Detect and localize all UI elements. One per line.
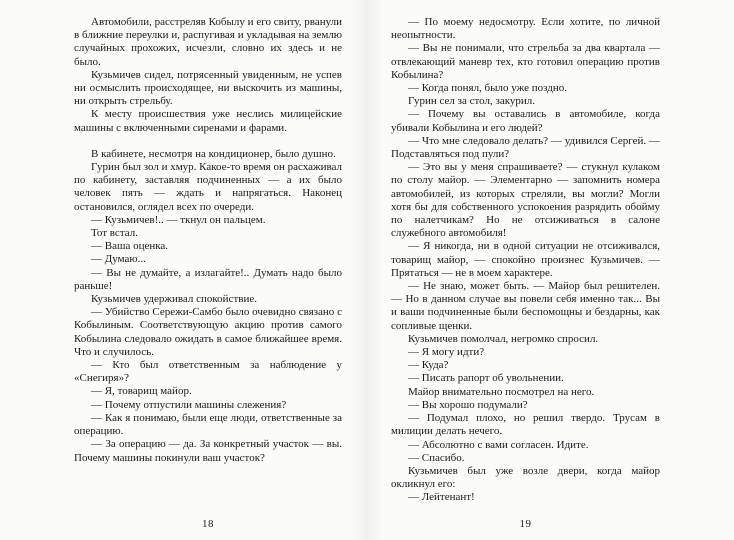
page-left-text (74, 16, 342, 512)
paragraph: — Я могу идти? (408, 346, 485, 359)
paragraph: Кузьмичев сидел, потрясенный увиденным, не успев ни осмыслить происходящее, ни выскочить из машины, ни открыть стрельбу. (74, 68, 342, 108)
paragraph: В кабинете, несмотря на кондиционер, было душно. (91, 147, 336, 160)
paragraph: Гурин был зол и хмур. Какое-то время он расхаживал по кабинету, заставляя подчиненных — а их было человек пять — ждать и напрягаться. Наконец остановился, оглядел всех по очереди. (74, 161, 342, 213)
paragraph: — Как я понимаю, были еще люди, ответственные за операцию. (74, 411, 342, 438)
paragraph: — Я никогда, ни в одной ситуации не отсиживался, товарищ майор, — спокойно произнес Кузьмичев. — Прятаться — не в моем характере. (391, 240, 660, 279)
paragraph: — Вы не понимали, что стрельба за два квартала — отвлекающий маневр тех, кто готовил операцию против Кобылина? (391, 42, 660, 81)
paragraph: — Подумал плохо, но решил твердо. Трусам в милиции делать нечего. (391, 412, 660, 438)
paragraph: — Вы не думайте, а излагайте!.. Думать надо было раньше! (74, 266, 342, 292)
paragraph: — Вы хорошо подумали? (408, 398, 528, 411)
paragraph: Автомобили, расстреляв Кобылу и его свиту, рванули в ближние переулки и, распугивая и укладывая на землю случайных прохожих, исчезли, словно их здесь и не было. (74, 16, 342, 68)
paragraph: — Почему вы оставались в автомобиле, когда убивали Кобылина и его людей? (391, 108, 660, 134)
paragraph: — Почему отпустили машины слежения? (91, 398, 287, 411)
paragraph: — Лейтенант! (408, 491, 475, 504)
paragraph: — По моему недосмотру. Если хотите, по личной неопытности. (391, 16, 660, 42)
paragraph: — Когда понял, было уже поздно. (408, 82, 567, 95)
paragraph: — Не знаю, может быть. — Майор был решителен. — Но в данном случае вы повели себя именно так... Вы и ваши подчиненные были беспомощны и бездарны, как сопливые щенки. (391, 280, 660, 332)
paragraph: Гурин сел за стол, закурил. (408, 95, 536, 108)
page-number-right: 19 (519, 518, 532, 530)
paragraph: — Куда? (408, 359, 449, 372)
paragraph: — Кто был ответственным за наблюдение у «Снегиря»? (74, 359, 342, 385)
paragraph: Кузьмичев был уже возле двери, когда майор окликнул его: (391, 464, 660, 491)
paragraph: — Ваша оценка. (91, 240, 169, 253)
page-right (367, 0, 734, 540)
paragraph: Кузьмичев удерживал спокойствие. (91, 293, 257, 306)
paragraph: — Спасибо. (408, 451, 465, 464)
paragraph: Кузьмичев помолчал, негромко спросил. (408, 332, 599, 345)
paragraph: Тот встал. (91, 227, 138, 240)
paragraph: — Я, товарищ майор. (91, 385, 192, 398)
paragraph: К месту происшествия уже неслись милицейские машины с включенными сиренами и фарами. (74, 108, 342, 134)
paragraph: — Кузьмичев!.. — ткнул он пальцем. (91, 213, 266, 226)
paragraph: — Убийство Сережи-Самбо было очевидно связано с Кобылиным. Соответствующую акцию против самого Кобылина следовало ожидать в самое ближайшее время. Что и случилось. (74, 306, 342, 358)
page-number-left: 18 (202, 518, 214, 530)
paragraph: — Это вы у меня спрашиваете? — стукнул кулаком по столу майор. — Элементарно — запомнить номера автомобилей, из которых стреляли, вы могли? Могли хотя бы для собственного успокоения разрядить обойму по налетчикам? Но не отсиживаться в салоне служебного автомобиля! (391, 161, 660, 240)
paragraph: — Абсолютно с вами согласен. Идите. (408, 438, 589, 451)
paragraph: — За операцию — да. За конкретный участок — вы. Почему машины покинули ваш участок? (74, 438, 342, 464)
paragraph: — Что мне следовало делать? — удивился Сергей. — Подставляться под пули? (391, 134, 660, 161)
paragraph: — Думаю... (91, 253, 146, 266)
page-right-text (391, 16, 660, 512)
paragraph: — Писать рапорт об увольнении. (408, 372, 564, 385)
paragraph: Майор внимательно посмотрел на него. (408, 385, 595, 398)
